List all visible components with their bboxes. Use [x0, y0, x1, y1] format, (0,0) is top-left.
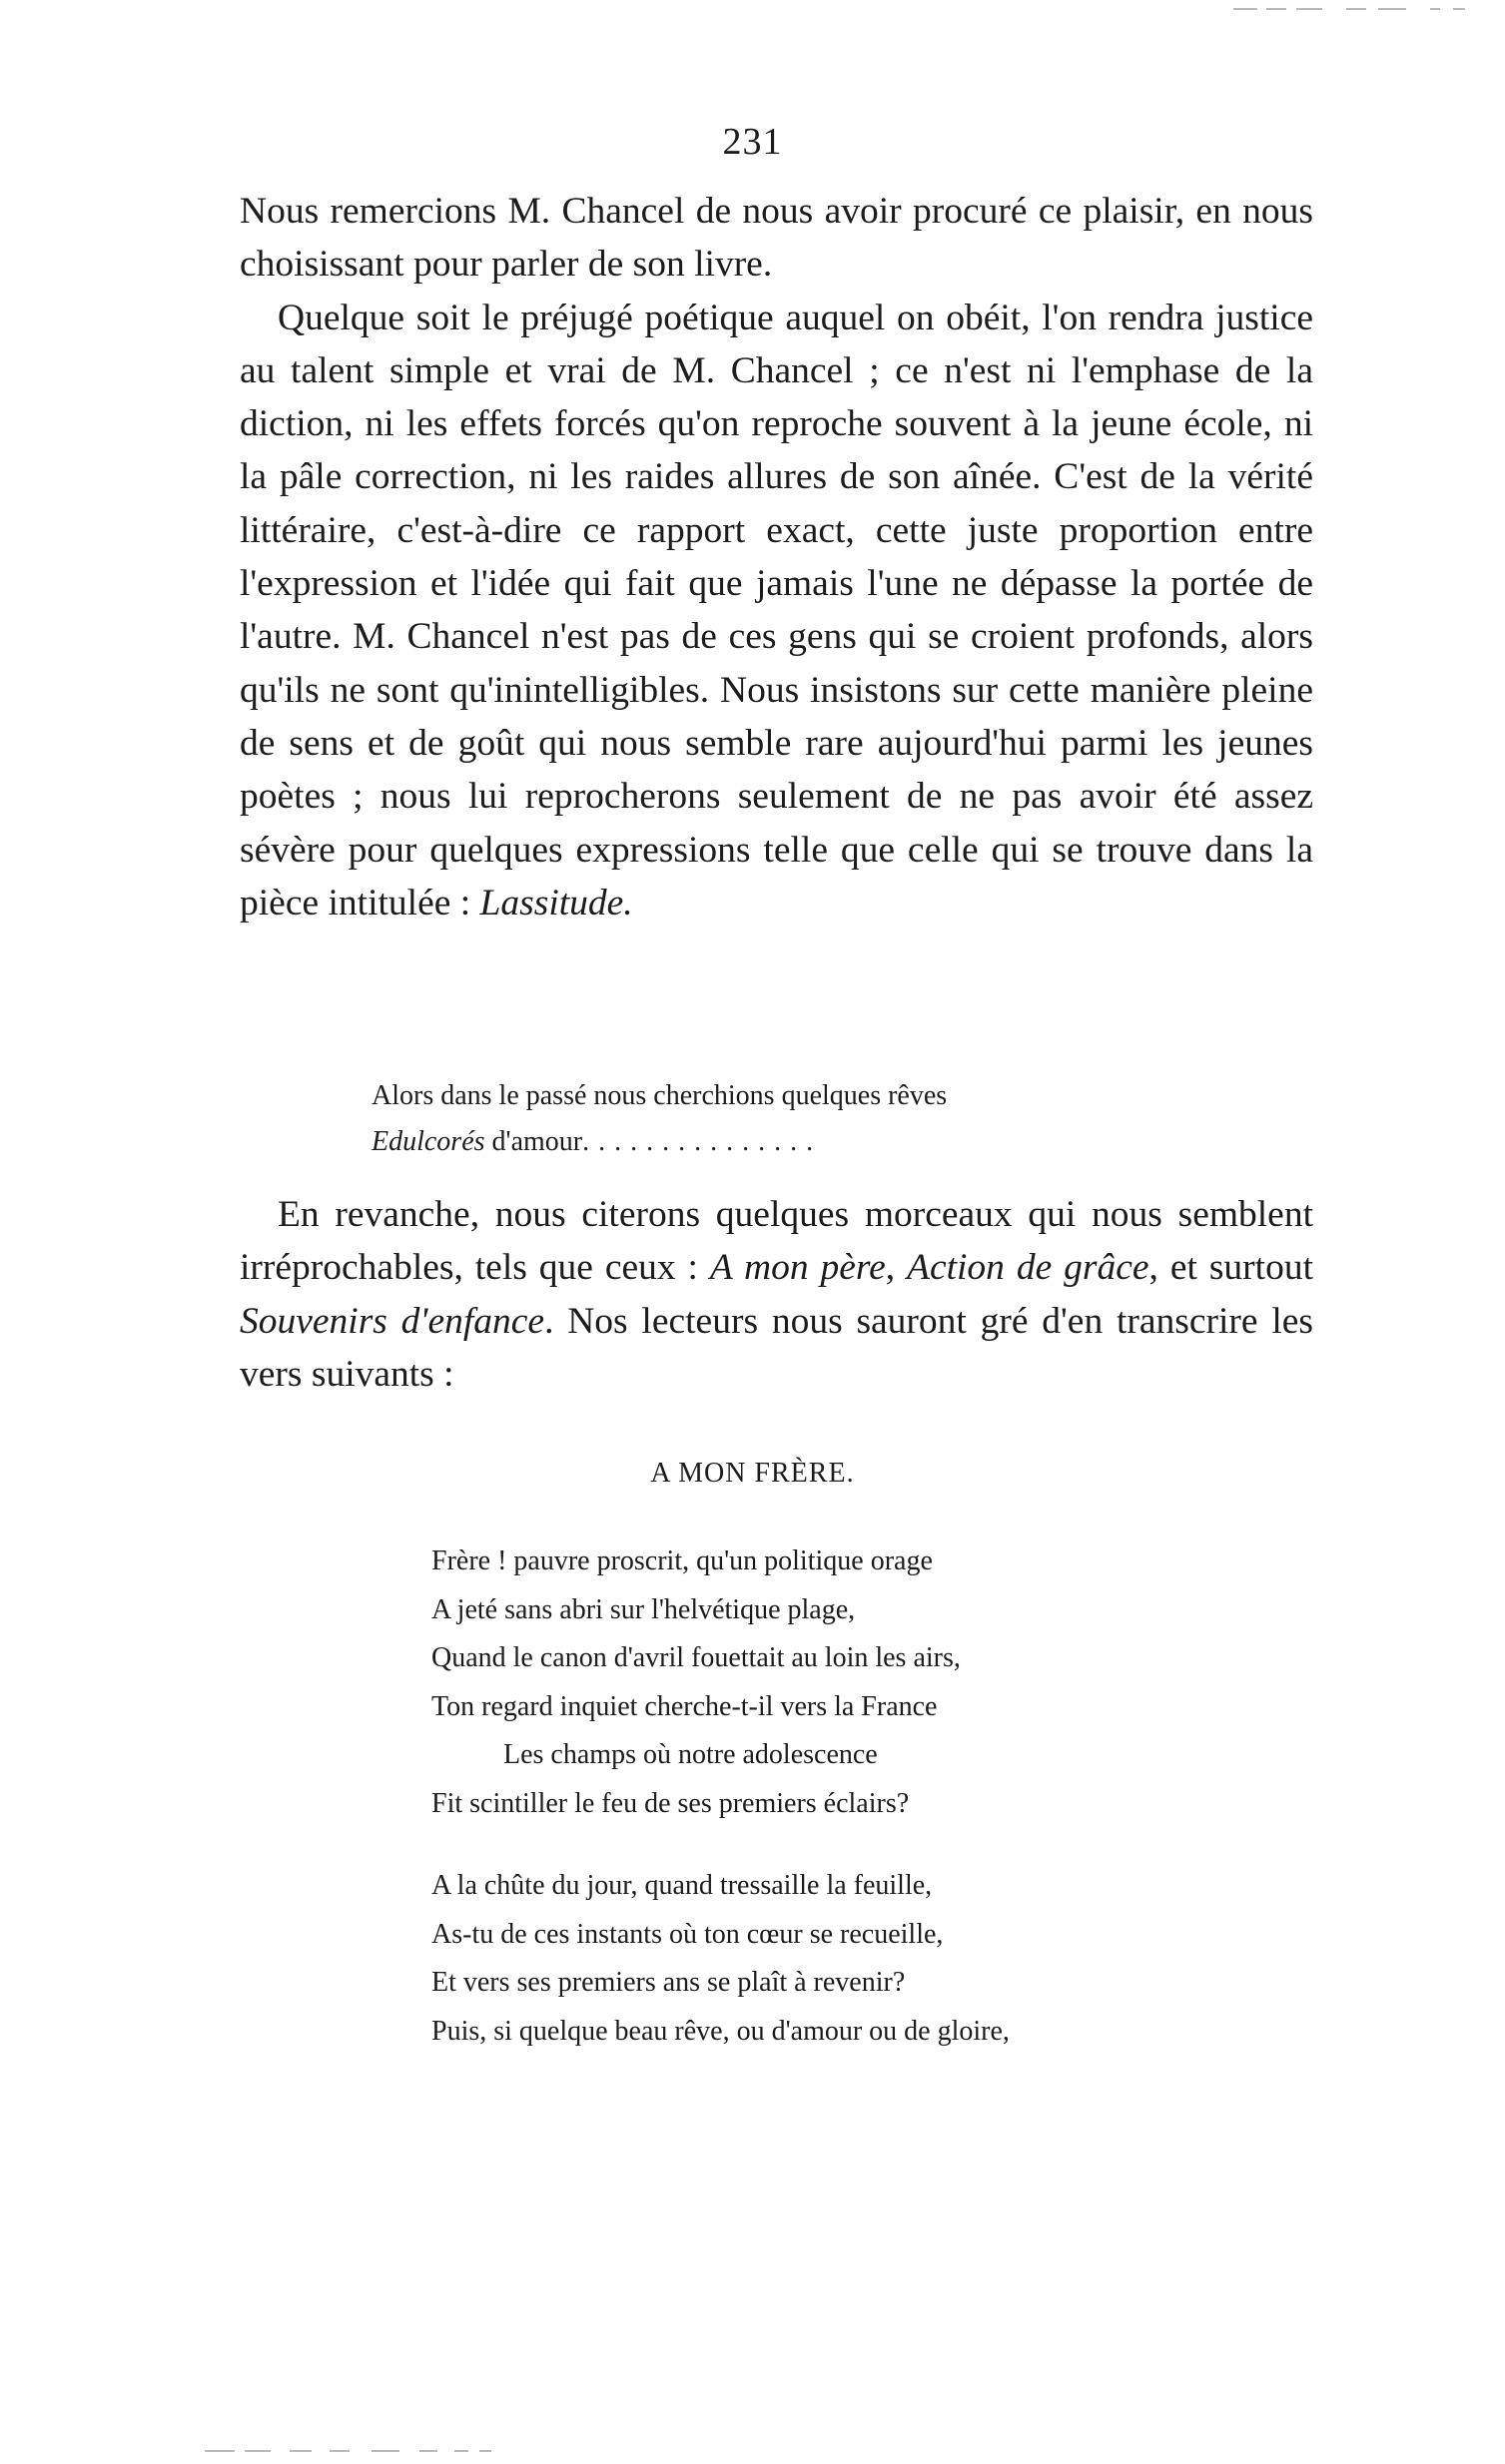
- quote-ellipsis-dots: ...............: [582, 1126, 823, 1157]
- paragraph-critique: [240, 292, 1313, 930]
- paragraph-critique-text: Quelque soit le préjugé poétique auquel on obéit, l'on rendra justice au talent simple et vrai de M. Chancel ; ce n'est ni l'emphase de la diction, ni les effets forcés qu'on reproche souvent à la jeune école, ni la pâle correction, ni les raides allures de son aînée. C'est de la vérité littéraire, c'est-à-dire ce rapport exact, cette juste proportion entre l'expression et l'idée qui fait que jamais l'une ne dépasse la portée de l'autre. M. Chancel n'est pas de ces gens qui se croient profonds, alors qu'ils ne sont qu'inintelligibles. Nous insistons sur cette manière pleine de sens et de goût qui nous semble rare aujourd'hui parmi les jeunes poètes ; nous lui reprocherons seulement de ne pas avoir été assez sévère pour quelques expressions telle que celle qui se trouve dans la pièce intitulée :: [240, 297, 1313, 924]
- stanza-1-line-1: Frère ! pauvre proscrit, qu'un politique orage: [431, 1545, 933, 1576]
- quote-line-2-text: d'amour: [484, 1126, 583, 1157]
- citation-text-1: En revanche, nous citerons quelques morceaux qui nous semblent irréprochables, tels que ceux :: [240, 1194, 1313, 1289]
- stanza-1-line-4: Ton regard inquiet cherche-t-il vers la France: [431, 1690, 938, 1722]
- poem-stanza-1: [431, 1538, 961, 1828]
- poem-title: A MON FRÈRE.: [650, 1458, 855, 1489]
- stanza-2-line-1: A la chûte du jour, quand tressaille la feuille,: [431, 1870, 933, 1901]
- quoted-verse: [372, 1073, 947, 1165]
- quote-line-1: Alors dans le passé nous cherchions quelques rêves: [372, 1080, 948, 1111]
- paragraph-citations: [240, 1188, 1313, 1401]
- stanza-2-line-2: As-tu de ces instants où ton cœur se recueille,: [431, 1918, 944, 1950]
- citation-sep-2: , et surtout: [1148, 1247, 1313, 1289]
- lassitude-title: Lassitude.: [479, 882, 633, 924]
- paragraph-thanks: Nous remercions M. Chancel de nous avoir procuré ce plaisir, en nous choisissant pour parler de son livre.: [240, 191, 1313, 286]
- intro-prose: [240, 185, 1313, 929]
- quote-italic-word: Edulcorés: [372, 1126, 485, 1157]
- stanza-1-line-6: Fit scintiller le feu de ses premiers éclairs?: [431, 1787, 910, 1819]
- citation-text-2: . Nos lecteurs nous sauront gré d'en transcrire les vers suivants :: [240, 1300, 1313, 1395]
- page-number: 231: [722, 121, 783, 163]
- stanza-2-line-3: Et vers ses premiers ans se plaît à revenir?: [431, 1967, 906, 1998]
- title-action-de-grace: Action de grâce: [907, 1247, 1149, 1289]
- citation-prose: [240, 1188, 1313, 1401]
- stanza-1-line-3: Quand le canon d'avril fouettait au loin les airs,: [431, 1642, 961, 1673]
- title-souvenirs-denfance: Souvenirs d'enfance: [240, 1300, 545, 1342]
- quote-line-2: [372, 1119, 947, 1165]
- stanza-2-line-4: Puis, si quelque beau rêve, ou d'amour ou de gloire,: [431, 2015, 1010, 2047]
- bottom-edge-marks: [0, 2448, 1505, 2454]
- stanza-1-line-5: Les champs où notre adolescence: [503, 1739, 878, 1770]
- title-a-mon-pere: A mon père: [709, 1247, 886, 1289]
- poem-stanza-2: [431, 1862, 1010, 2056]
- top-edge-marks: [0, 6, 1505, 12]
- citation-sep-1: ,: [885, 1247, 908, 1289]
- stanza-1-line-2: A jeté sans abri sur l'helvétique plage,: [431, 1593, 856, 1625]
